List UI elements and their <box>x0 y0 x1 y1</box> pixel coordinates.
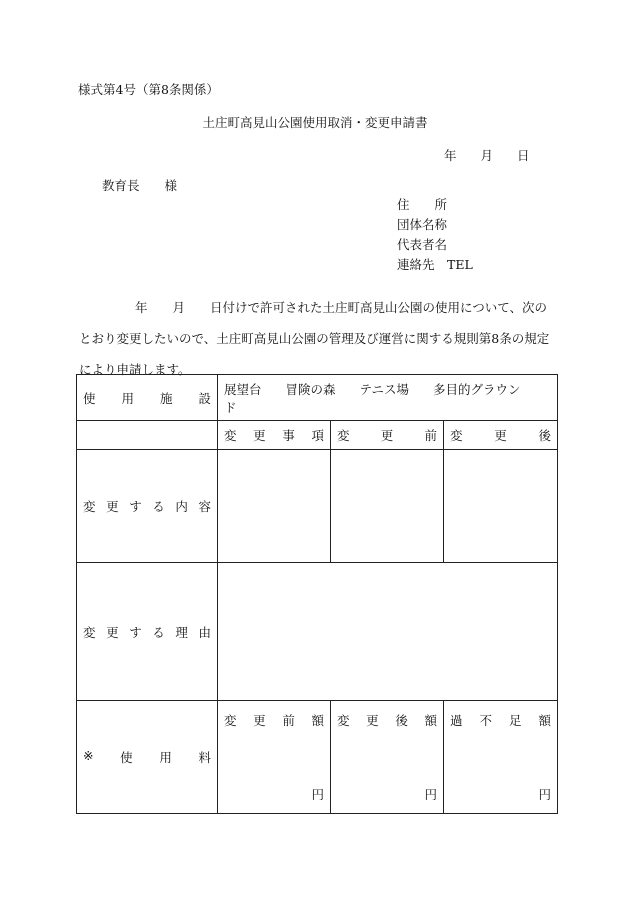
applicant-group-label: 団体名称 <box>397 217 448 232</box>
fee-row <box>77 701 558 814</box>
change-content-row <box>77 450 558 563</box>
list-item: 足 <box>509 713 522 728</box>
change-content-label-cell <box>77 450 218 563</box>
list-item: 更 <box>366 713 379 728</box>
list-item: 事 <box>282 428 295 443</box>
change-item-field[interactable] <box>218 450 331 563</box>
change-reason-label-item: 理 <box>175 624 188 640</box>
list-item: 過 <box>450 713 463 728</box>
facility-label-cell <box>77 375 218 421</box>
change-header-row <box>77 421 558 450</box>
list-item: 変 <box>224 428 237 443</box>
fee-after-field[interactable] <box>331 701 444 814</box>
list-item: 項 <box>311 428 324 443</box>
document-title: 土庄町高見山公園使用取消・変更申請書 <box>202 115 428 130</box>
facility-options-item: 冒険の森 <box>285 381 336 397</box>
fee-label-cell <box>77 701 218 814</box>
list-item: 変 <box>337 428 350 443</box>
change-reason-label-cell <box>77 563 218 701</box>
fee-label <box>77 748 217 766</box>
change-content-label-item: る <box>152 499 165 514</box>
change-before-header <box>331 421 444 450</box>
list-item: 後 <box>538 428 552 443</box>
change-reason-label <box>77 623 217 641</box>
change-reason-label-item: 更 <box>106 624 119 640</box>
change-reason-label-item: 変 <box>83 624 96 640</box>
change-reason-field[interactable] <box>218 563 558 701</box>
list-item: 前 <box>282 713 295 728</box>
list-item: 不 <box>479 713 493 728</box>
facility-label-item: 用 <box>121 390 134 406</box>
body-text: 年 月 日付けで許可された土庄町高見山公園の使用について、次のとおり変更したいので、土庄町高見山公園の管理及び運営に関する規則第8条の規定により申請します。 <box>79 300 550 377</box>
list-item: 更 <box>253 428 266 443</box>
change-content-label-item: 容 <box>198 499 211 514</box>
list-item: 後 <box>395 713 408 728</box>
list-item: 額 <box>538 713 552 728</box>
facility-label-item: 施 <box>159 390 173 406</box>
list-item: 変 <box>337 713 350 728</box>
form-number: 様式第4号（第8条関係） <box>78 82 219 97</box>
fee-before-yen: 円 <box>311 787 324 802</box>
date-line <box>444 146 530 164</box>
change-before-field[interactable] <box>331 450 444 563</box>
fee-difference-field[interactable] <box>444 701 558 814</box>
date-month: 月 <box>480 148 494 163</box>
blank-header-cell <box>77 421 218 450</box>
fee-label-item: 用 <box>159 750 172 765</box>
change-after-field[interactable] <box>444 450 558 563</box>
date-day: 日 <box>517 148 530 163</box>
change-reason-label-item: 由 <box>198 624 211 640</box>
facility-label <box>77 389 217 407</box>
change-content-label <box>77 497 217 515</box>
list-item: 更 <box>253 713 266 728</box>
change-content-label-item: 更 <box>106 499 119 514</box>
list-item: 更 <box>380 428 394 443</box>
applicant-address-label: 住 所 <box>397 197 448 212</box>
facility-label-item: 設 <box>198 390 211 406</box>
list-item: 変 <box>224 713 237 728</box>
list-item: 額 <box>424 713 437 728</box>
change-content-label-item: 内 <box>175 499 188 514</box>
facility-options-item: テニス場 <box>359 381 410 397</box>
applicant-contact-label: 連絡先 TEL <box>397 257 473 272</box>
list-item: 更 <box>494 428 507 443</box>
facility-label-item: 使 <box>83 390 96 406</box>
change-after-header <box>444 421 558 450</box>
change-content-label-item: す <box>129 499 142 514</box>
change-content-label-item: 変 <box>83 499 96 514</box>
applicant-block <box>397 195 473 275</box>
date-year: 年 <box>444 148 457 163</box>
fee-label-item: 料 <box>198 750 211 765</box>
change-reason-label-item: る <box>152 624 165 640</box>
applicant-representative-label: 代表者名 <box>397 237 448 252</box>
facility-options-item: 展望台 <box>224 381 262 397</box>
change-reason-row <box>77 563 558 701</box>
fee-after-yen: 円 <box>424 787 437 802</box>
list-item: 変 <box>450 428 463 443</box>
fee-before-field[interactable] <box>218 701 331 814</box>
list-item: 前 <box>424 428 437 443</box>
facility-options <box>218 375 558 421</box>
fee-label-item: ※ <box>83 748 94 763</box>
list-item: 額 <box>311 713 324 728</box>
change-reason-label-item: す <box>129 624 142 640</box>
change-item-header <box>218 421 331 450</box>
recipient: 教育長 様 <box>102 178 178 193</box>
application-table <box>76 374 558 814</box>
facility-row <box>77 375 558 421</box>
facility-options-item: 多目的グラウンド <box>224 381 521 415</box>
body-paragraph <box>79 292 555 385</box>
fee-difference-yen: 円 <box>538 787 552 802</box>
fee-label-item: 使 <box>120 750 133 765</box>
